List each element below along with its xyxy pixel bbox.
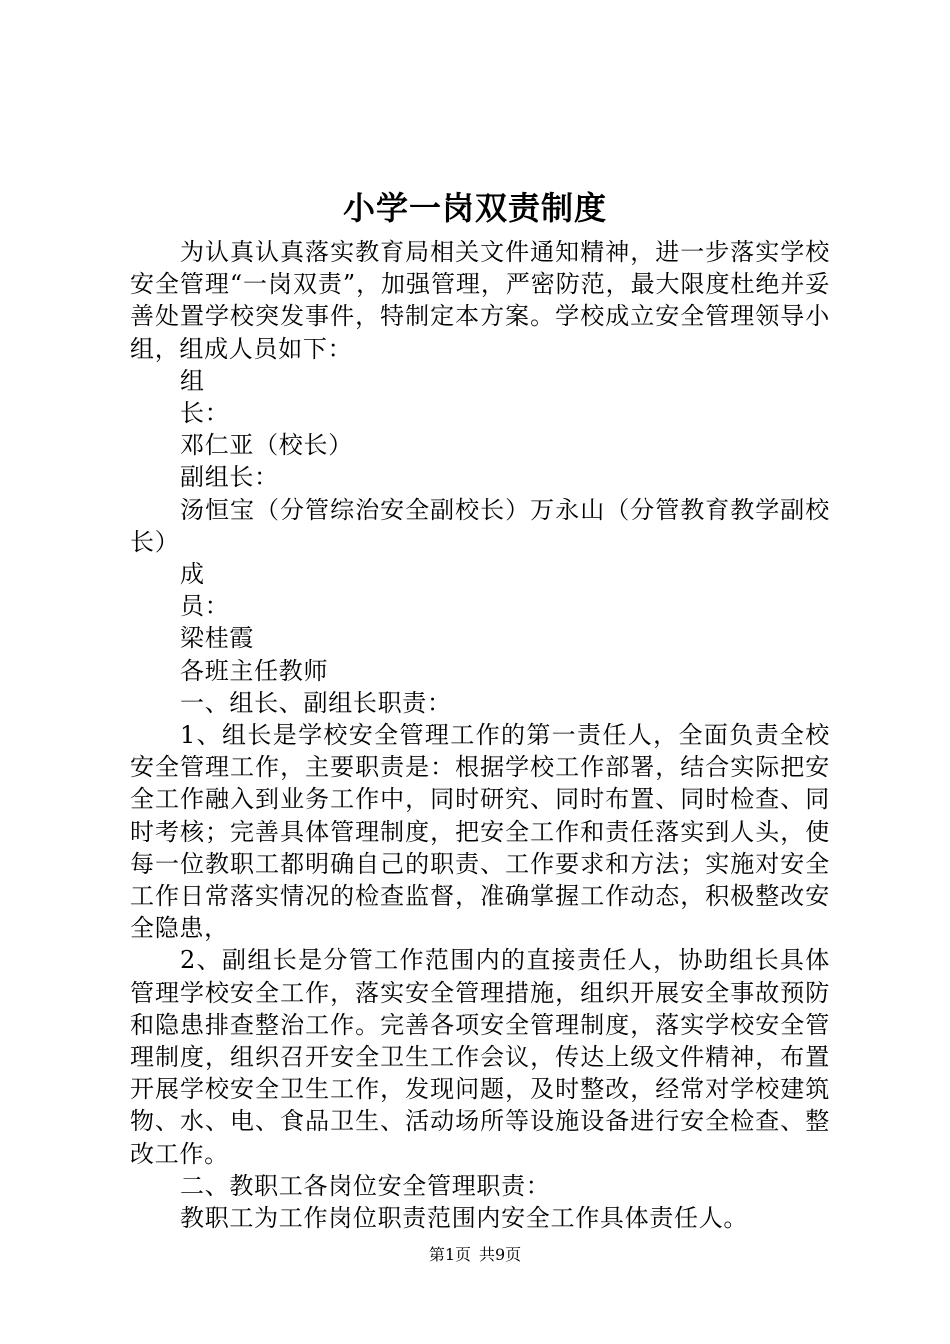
paragraph-member-label-1: 成 <box>180 560 205 589</box>
paragraph-leader-name: 邓仁亚（校长） <box>180 431 353 460</box>
paragraph-deputy-label: 副组长： <box>180 463 279 492</box>
page-footer <box>0 1244 950 1266</box>
paragraph-deputy-names: 汤恒宝（分管综治安全副校长）万永山（分管教育教学副校长） <box>130 495 830 556</box>
paragraph-deputy-duties: 2、副组长是分管工作范围内的直接责任人，协助组长具体管理学校安全工作，落实安全管理措施，组织开展安全事故预防和隐患排查整治工作。完善各项安全管理制度，落实学校安全管理制度，组织召开安全卫生工作会议，传达上级文件精神，布置开展学校安全卫生工作，发现问题，及时整改，经常对学校建筑物、水、电、食品卫生、活动场所等设施设备进行安全检查、整改工作。 <box>130 946 830 1168</box>
paragraph-intro: 为认真认真落实教育局相关文件通知精神，进一步落实学校安全管理“一岗双责”，加强管理，严密防范，最大限度杜绝并妥善处置学校突发事件，特制定本方案。学校成立安全管理领导小组，组成人员如下： <box>130 238 830 363</box>
paragraph-staff-duties: 教职工为工作岗位职责范围内安全工作具体责任人。 <box>180 1204 749 1233</box>
document-body <box>130 236 830 1234</box>
section-heading-2: 二、教职工各岗位安全管理职责： <box>180 1171 551 1200</box>
paragraph-member-label-2: 员： <box>180 592 230 621</box>
paragraph-leader-label-2: 长： <box>180 399 230 428</box>
document-title: 小学一岗双责制度 <box>342 189 607 227</box>
paragraph-member-name: 梁桂霞 <box>180 624 255 653</box>
section-heading-1: 一、组长、副组长职责： <box>180 688 452 717</box>
paragraph-member-teachers: 各班主任教师 <box>180 656 329 685</box>
paragraph-leader-label-1: 组 <box>180 366 205 395</box>
page-total: 共9页 <box>479 1245 522 1264</box>
paragraph-leader-duties: 1、组长是学校安全管理工作的第一责任人，全面负责全校安全管理工作，主要职责是：根据学校工作部署，结合实际把安全工作融入到业务工作中，同时研究、同时布置、同时检查、同时考核；完善具体管理制度，把安全工作和责任落实到人头，使每一位教职工都明确自己的职责、工作要求和方法；实施对安全工作日常落实情况的检查监督，准确掌握工作动态，积极整改安全隐患， <box>130 721 830 943</box>
page-number: 第1页 <box>428 1245 471 1264</box>
